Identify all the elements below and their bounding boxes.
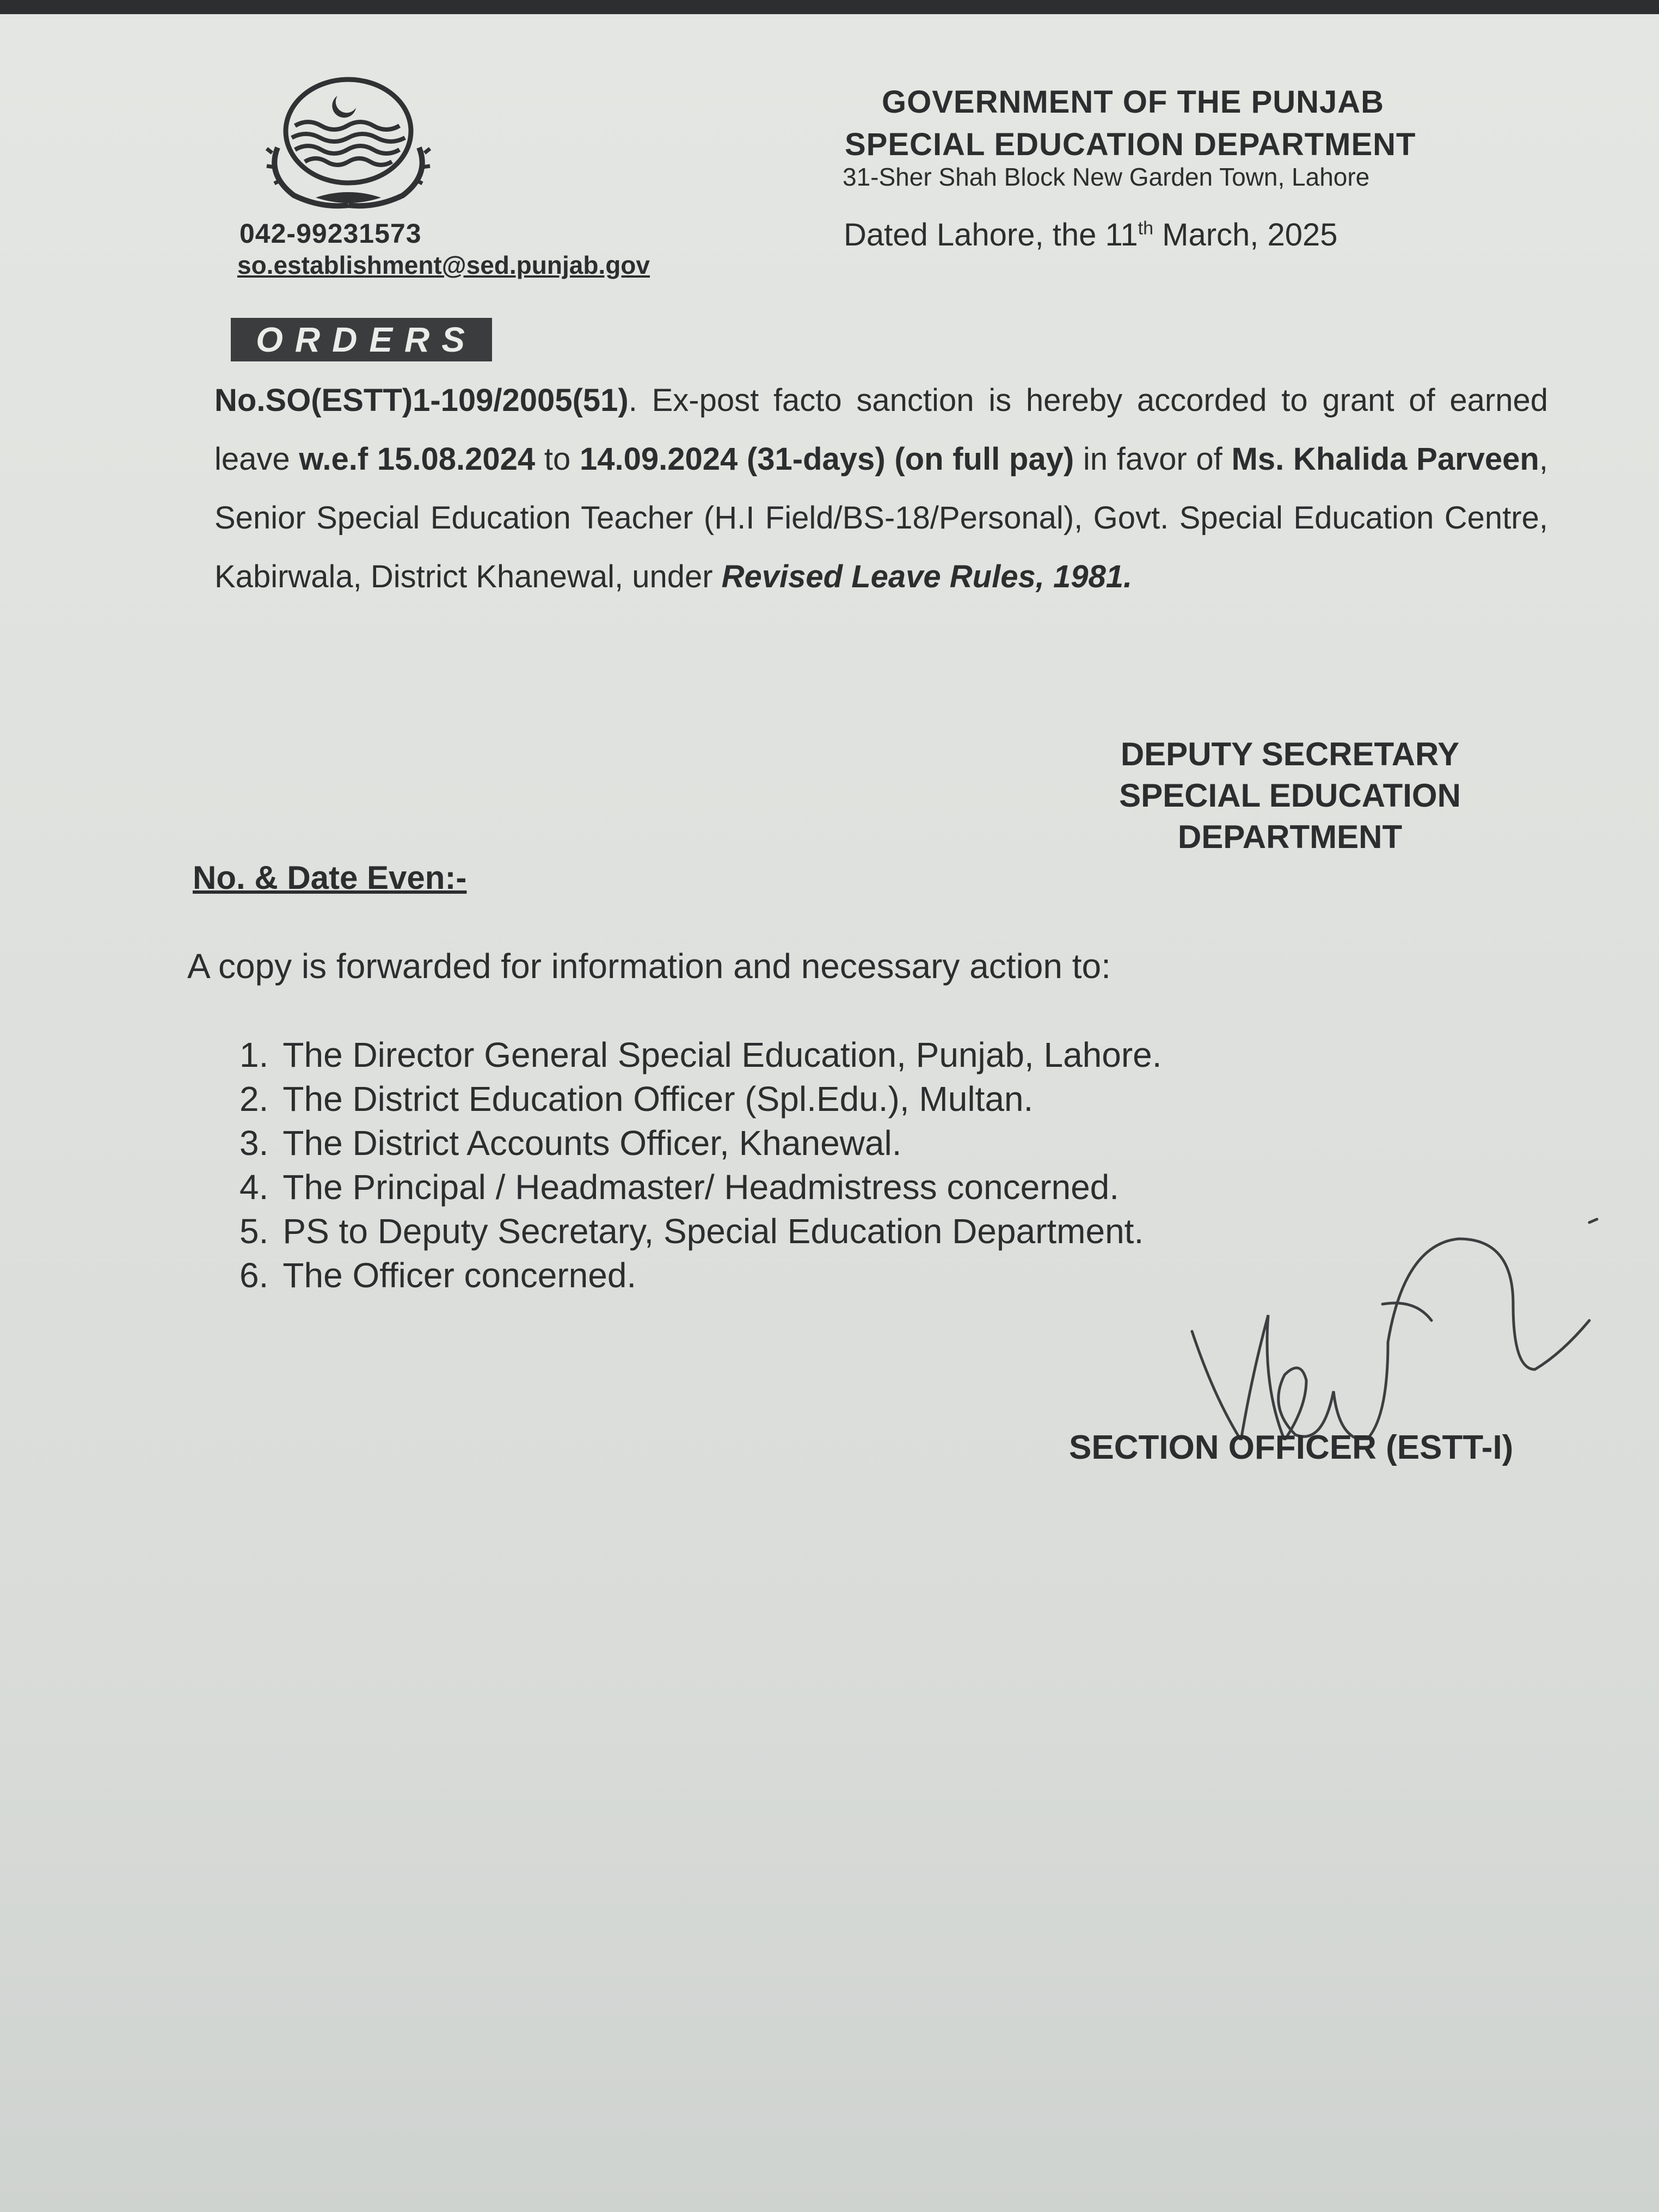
orders-label: ORDERS bbox=[231, 318, 492, 361]
government-title: GOVERNMENT OF THE PUNJAB bbox=[882, 84, 1385, 120]
reference-number: No.SO(ESTT)1-109/2005(51) bbox=[214, 383, 629, 418]
department-title: SPECIAL EDUCATION DEPARTMENT bbox=[845, 127, 1416, 162]
order-paragraph: No.SO(ESTT)1-109/2005(51). Ex-post facto sanction is hereby accorded to grant of earned leave w.e.f 15.08.2024 to 14.09.2024 (31-days) (on full pay) in favor of Ms. Khalida Parveen, Senior Special Education Teacher (H.I Field/BS-18/Personal), Govt. Special Education Centre, Kabirwala, District Khanewal, under Revised Leave Rules, 1981. bbox=[214, 383, 1548, 594]
list-item: 4. The Principal / Headmaster/ Headmistress concerned. bbox=[239, 1168, 1120, 1207]
leave-rules: Revised Leave Rules, 1981. bbox=[721, 559, 1133, 594]
handwritten-signature bbox=[1176, 1179, 1611, 1440]
department-address: 31-Sher Shah Block New Garden Town, Lahore bbox=[843, 163, 1370, 191]
list-item: 3. The District Accounts Officer, Khanewal. bbox=[239, 1123, 902, 1163]
punjab-government-logo bbox=[256, 71, 441, 224]
list-item: 1. The Director General Special Education, Punjab, Lahore. bbox=[239, 1035, 1162, 1074]
copy-forward-intro: A copy is forwarded for information and necessary action to: bbox=[187, 947, 1111, 986]
document-page bbox=[0, 14, 1659, 2212]
section-officer-title: SECTION OFFICER (ESTT-I) bbox=[1069, 1429, 1514, 1466]
email-link[interactable]: so.establishment@sed.punjab.gov bbox=[237, 251, 650, 279]
top-dark-edge bbox=[0, 0, 1659, 14]
deputy-secretary-block: DEPUTY SECRETARY SPECIAL EDUCATION DEPARTMENT bbox=[1119, 736, 1461, 855]
no-date-even-heading: No. & Date Even:- bbox=[193, 859, 467, 896]
leave-end: 14.09.2024 (31-days) (on full pay) bbox=[579, 441, 1074, 477]
list-item: 6. The Officer concerned. bbox=[239, 1256, 637, 1295]
employee-name: Ms. Khalida Parveen bbox=[1231, 441, 1539, 477]
phone-number: 042-99231573 bbox=[239, 218, 422, 249]
dated-line: Dated Lahore, the 11th March, 2025 bbox=[844, 217, 1338, 253]
list-item: 2. The District Education Officer (Spl.Edu.), Multan. bbox=[239, 1079, 1034, 1119]
list-item: 5. PS to Deputy Secretary, Special Education Department. bbox=[239, 1212, 1144, 1251]
leave-start: w.e.f 15.08.2024 bbox=[299, 441, 536, 477]
